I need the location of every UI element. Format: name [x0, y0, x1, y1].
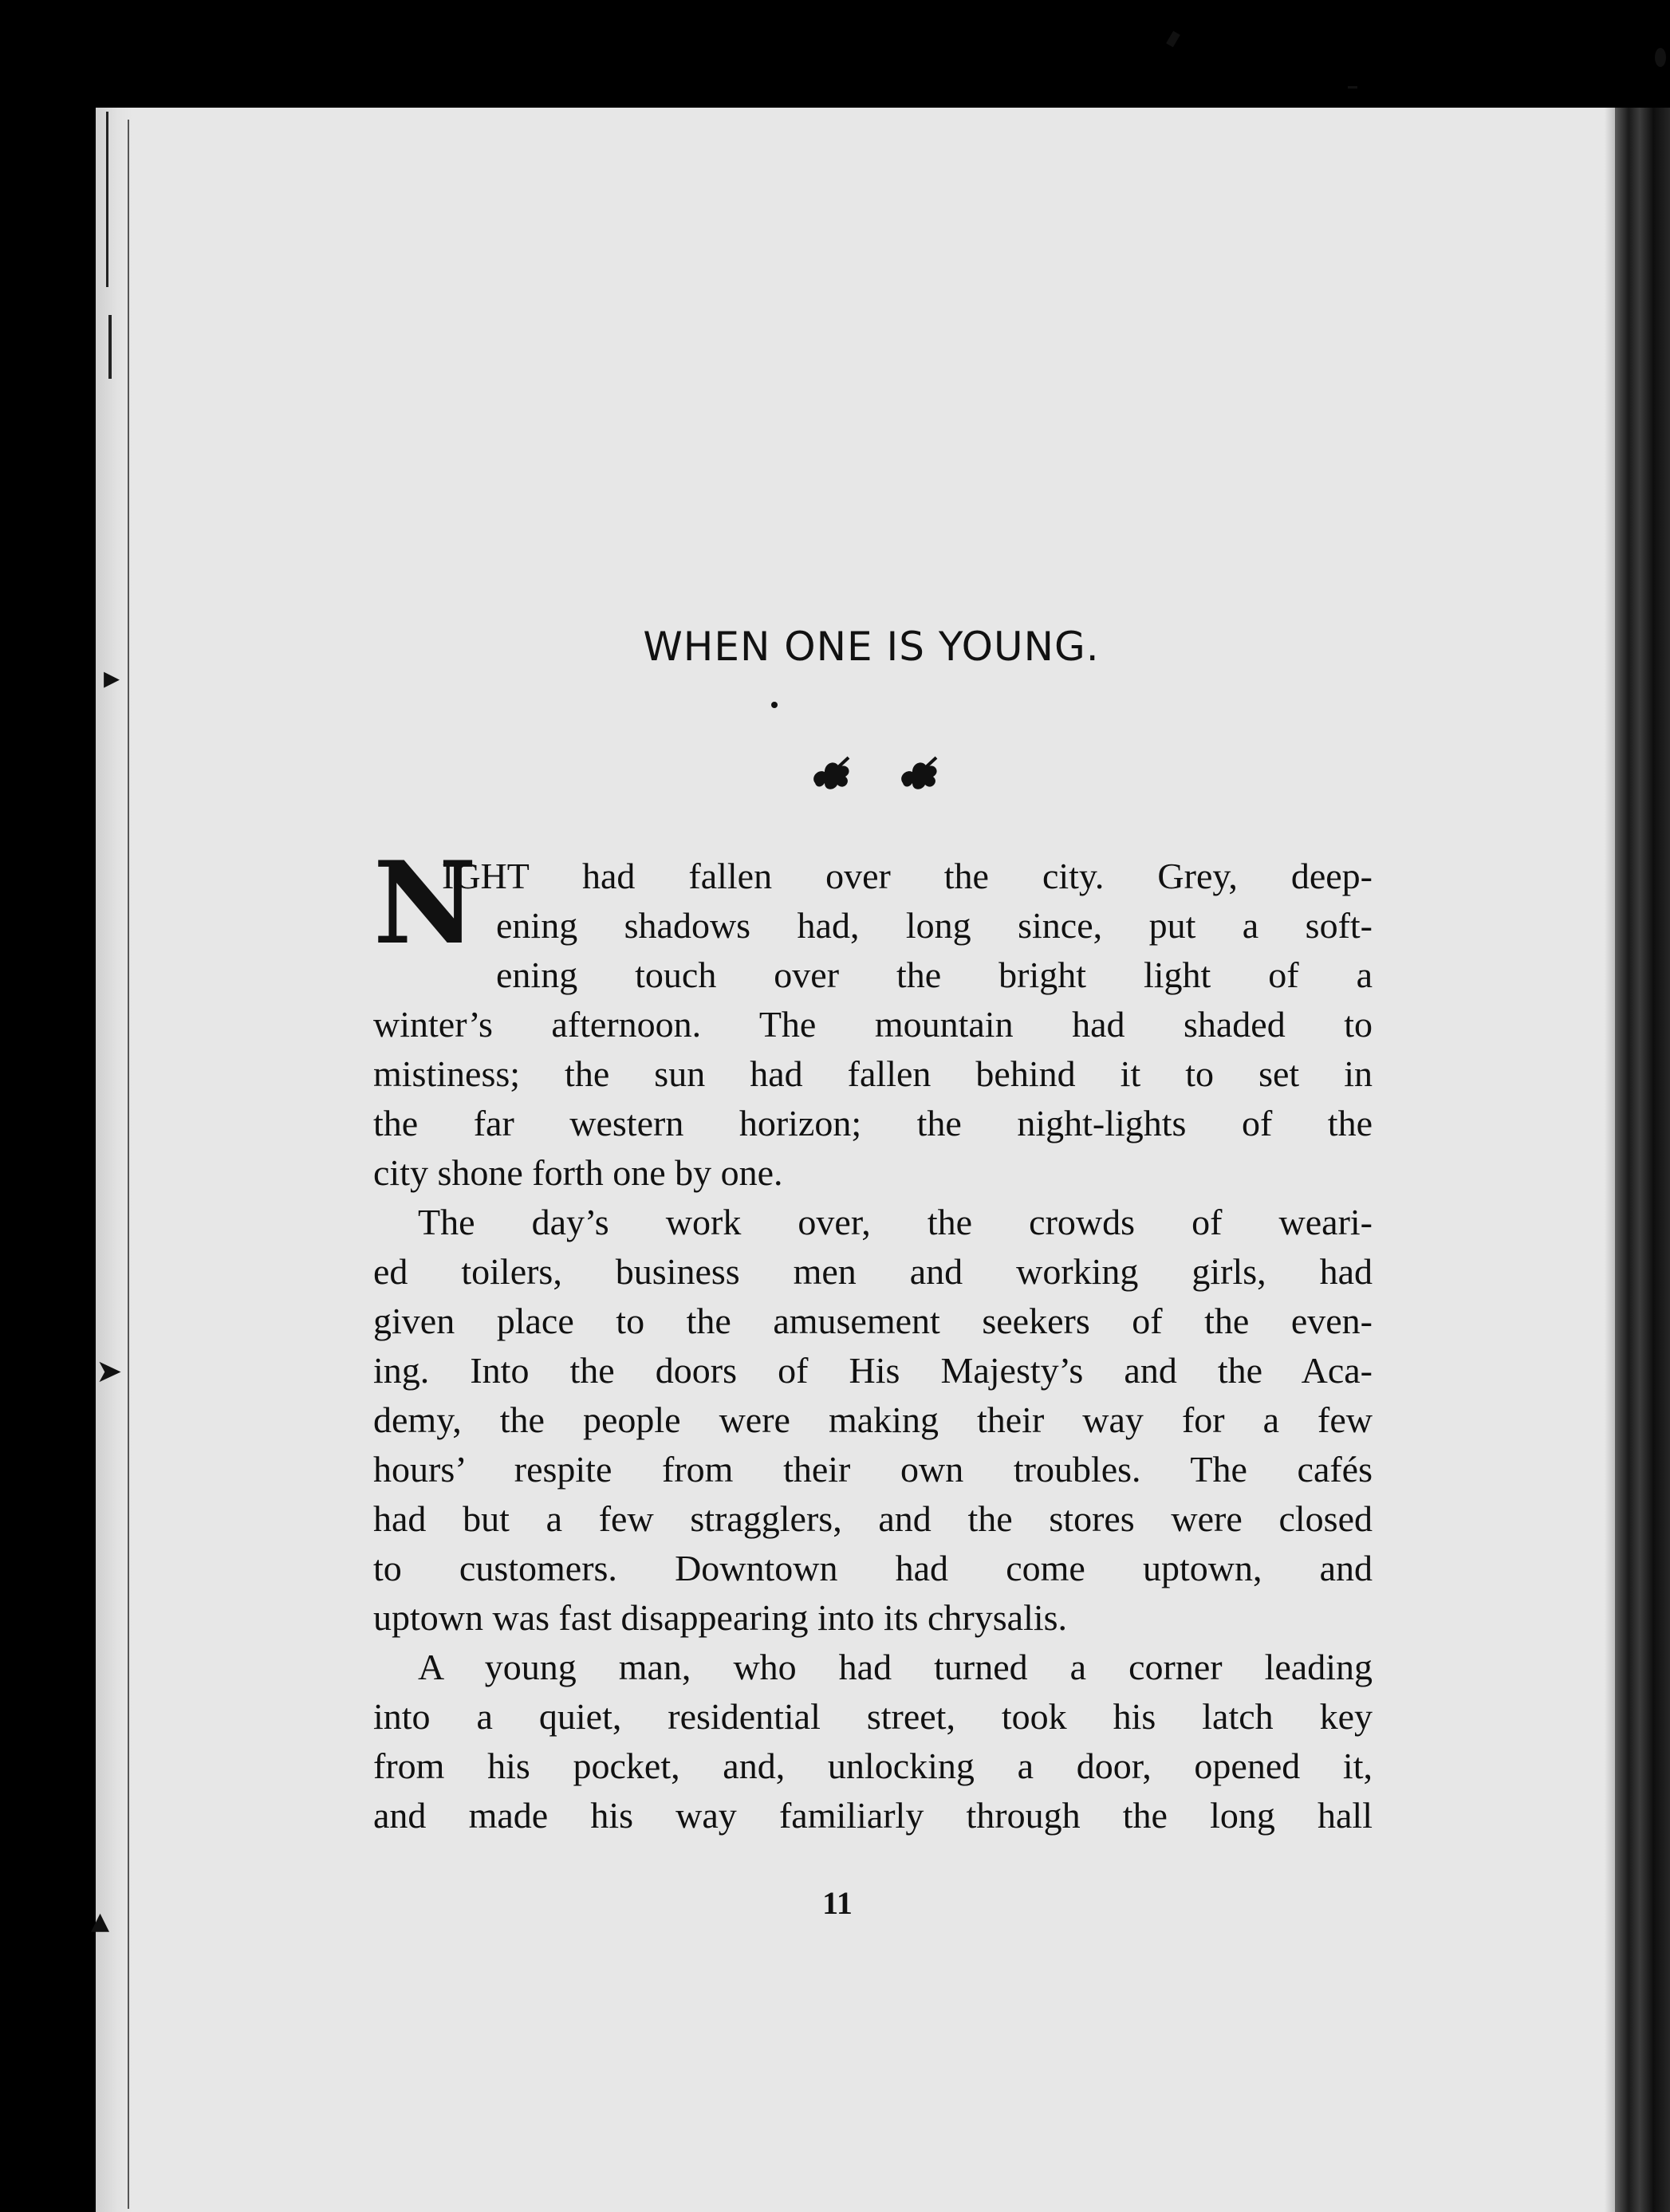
text-line: to customers. Downtown had come uptown, and	[373, 1548, 1373, 1588]
text-line: winter’s afternoon. The mountain had shaded to	[373, 1004, 1373, 1045]
scan-speck	[1348, 86, 1357, 89]
text-line-first: IGHT had fallen over the city. Grey, deep-	[442, 856, 1373, 896]
chapter-title: WHEN ONE IS YOUNG.	[643, 624, 1100, 670]
page-edge-shadow	[1605, 108, 1616, 2212]
text-line: ening shadows had, long since, put a soft-	[496, 905, 1373, 946]
text-line: demy, the people were making their way for a few	[373, 1399, 1373, 1440]
margin-arrow-icon: ➤	[96, 1353, 123, 1390]
body-text	[373, 901, 1373, 1840]
ornament-row	[807, 748, 951, 796]
gutter-rule	[108, 315, 112, 379]
text-line: hours’ respite from their own troubles. The cafés	[373, 1449, 1373, 1490]
text-line: and made his way familiarly through the long hall	[373, 1795, 1373, 1836]
text-line: uptown was fast disappearing into its chrysalis.	[373, 1597, 1068, 1638]
text-line: A young man, who had turned a corner leading	[418, 1647, 1373, 1687]
page-number: 11	[822, 1885, 853, 1921]
scan-speck	[1655, 48, 1666, 67]
text-line: mistiness; the sun had fallen behind it to set in	[373, 1053, 1373, 1094]
margin-arrow-icon: ▸	[104, 659, 120, 696]
scan-speck	[1166, 31, 1180, 48]
text-line: ing. Into the doors of His Majesty’s and the Aca-	[373, 1350, 1373, 1391]
gutter-rule	[106, 112, 108, 287]
drop-cap: N	[373, 837, 477, 970]
text-line: ed toilers, business men and working girls, had	[373, 1251, 1373, 1292]
text-line: into a quiet, residential street, took his latch key	[373, 1696, 1373, 1737]
text-line: from his pocket, and, unlocking a door, opened it,	[373, 1746, 1373, 1786]
text-line: given place to the amusement seekers of the even-	[373, 1301, 1373, 1341]
text-line: had but a few stragglers, and the stores were closed	[373, 1498, 1373, 1539]
text-line: city shone forth one by one.	[373, 1152, 783, 1193]
page-edge-stack	[1615, 108, 1670, 2212]
fleuron-icon	[807, 748, 855, 796]
text-line: ening touch over the bright light of a	[496, 954, 1373, 995]
text-line: the far western horizon; the night-lights of the	[373, 1103, 1373, 1143]
gutter-rule	[128, 120, 129, 2209]
fleuron-icon	[895, 748, 943, 796]
margin-arrow-icon: ▲	[91, 1907, 110, 1935]
title-dot	[771, 702, 778, 708]
text-line: The day’s work over, the crowds of weari-	[418, 1202, 1373, 1242]
